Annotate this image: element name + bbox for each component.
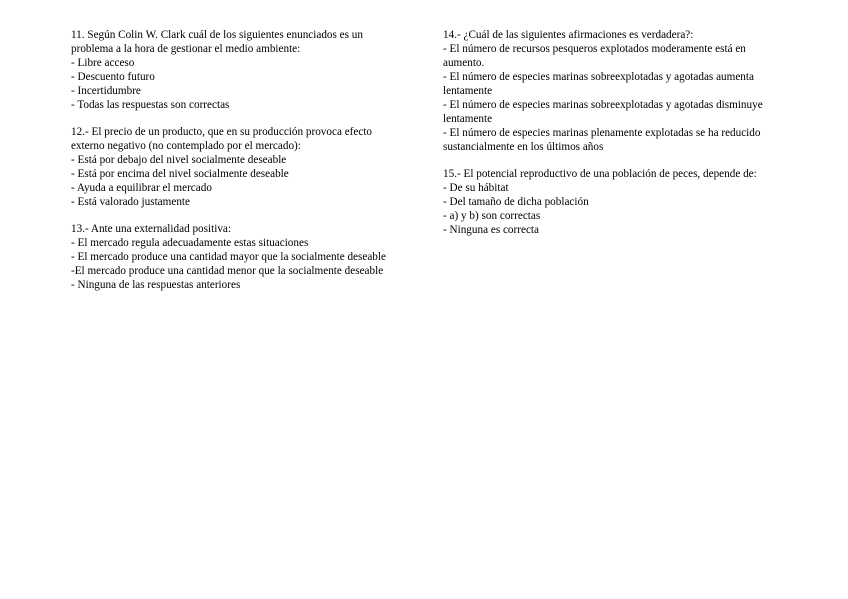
question-text: 15.- El potencial reproductivo de una población de peces, depende de: [443,168,757,180]
answer-option: -El mercado produce una cantidad menor que la socialmente deseable [71,265,384,277]
answer-option: - Del tamaño de dicha población [443,196,589,208]
question-text: 12.- El precio de un producto, que en su producción provoca efecto externo negativo (no contemplado por el mercado): [71,126,373,152]
answer-option: - Incertidumbre [71,85,141,97]
answer-option: - Todas las respuestas son correctas [71,99,230,111]
question-14 [443,28,773,154]
answer-option: - Ayuda a equilibrar el mercado [71,182,212,194]
question-text: 13.- Ante una externalidad positiva: [71,223,232,235]
answer-option: - El número de especies marinas sobreexplotadas y agotadas disminuye lentamente [443,99,763,125]
answer-option: - Libre acceso [71,57,135,69]
right-column [443,28,773,250]
answer-option: - El número de especies marinas plenamente explotadas se ha reducido sustancialmente en los últimos años [443,127,761,153]
answer-option: - Ninguna de las respuestas anteriores [71,279,241,291]
answer-option: - El número de recursos pesqueros explotados moderamente está en aumento. [443,43,746,69]
answer-option: - a) y b) son correctas [443,210,541,222]
answer-option: - Está por encima del nivel socialmente deseable [71,168,289,180]
answer-option: - El mercado regula adecuadamente estas situaciones [71,237,309,249]
answer-option: - El mercado produce una cantidad mayor que la socialmente deseable [71,251,386,263]
answer-option: - Está valorado justamente [71,196,190,208]
question-text: 14.- ¿Cuál de las siguientes afirmaciones es verdadera?: [443,29,694,41]
question-11 [71,28,406,112]
answer-option: - El número de especies marinas sobreexplotadas y agotadas aumenta lentamente [443,71,754,97]
question-15 [443,167,773,237]
question-text: 11. Según Colin W. Clark cuál de los siguientes enunciados es un problema a la hora de gestionar el medio ambiente: [71,29,363,55]
answer-option: - De su hábitat [443,182,509,194]
answer-option: - Está por debajo del nivel socialmente deseable [71,154,287,166]
answer-option: - Descuento futuro [71,71,155,83]
left-column [71,28,406,305]
answer-option: - Ninguna es correcta [443,224,539,236]
question-13 [71,222,406,292]
question-12 [71,125,406,209]
